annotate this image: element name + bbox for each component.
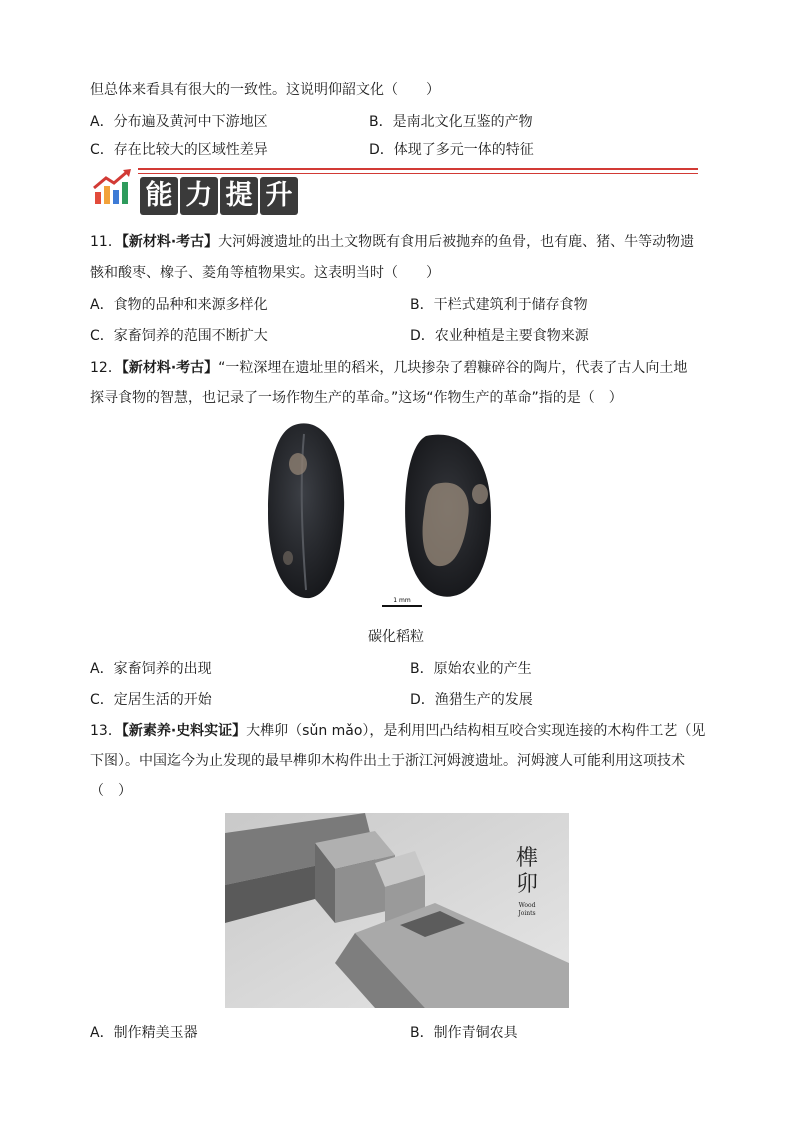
q13-stem-line1 bbox=[90, 721, 705, 741]
q11-stem-line2: 骸和酸枣、橡子、菱角等植物果实。这表明当时（ ） bbox=[90, 265, 440, 281]
image-subtitle-en1: Wood bbox=[518, 902, 536, 909]
image-title-char1: 榫 bbox=[515, 846, 539, 871]
image-subtitle-en2: Joints bbox=[518, 910, 536, 917]
scale-label: 1 mm bbox=[393, 597, 411, 604]
q11-option-b[interactable]: B．干栏式建筑利于储存食物 bbox=[410, 297, 588, 313]
q13-stem-line2: 下图）。中国迄今为止发现的最早榫卯木构件出土于浙江河姆渡遗址。河姆渡人可能利用这项技术 bbox=[90, 753, 685, 769]
q13-option-a[interactable]: A．制作精美玉器 bbox=[90, 1025, 198, 1041]
q13-tag: 【新素养·史料实证】 bbox=[121, 723, 247, 739]
q10-stem-tail: 但总体来看具有很大的一致性。这说明仰韶文化（ ） bbox=[90, 82, 440, 98]
section-divider-top bbox=[138, 168, 698, 170]
chart-growth-icon bbox=[92, 168, 136, 208]
q10-option-a[interactable]: A．分布遍及黄河中下游地区 bbox=[90, 114, 268, 130]
q11-number: 11． bbox=[90, 234, 122, 250]
section-title-char: 升 bbox=[260, 177, 298, 215]
q10-option-b[interactable]: B．是南北文化互鉴的产物 bbox=[369, 114, 533, 130]
q12-number: 12． bbox=[90, 360, 122, 376]
q12-option-a[interactable]: A．家畜饲养的出现 bbox=[90, 661, 212, 677]
q12-stem-line1 bbox=[90, 358, 687, 378]
carbonized-rice-photo bbox=[258, 418, 534, 616]
q13-stem-line3: （ ） bbox=[90, 783, 132, 799]
q11-option-a[interactable]: A．食物的品种和来源多样化 bbox=[90, 297, 268, 313]
q11-text: 大河姆渡遗址的出土文物既有食用后被抛弃的鱼骨，也有鹿、猪、牛等动物遗 bbox=[218, 234, 695, 250]
section-title-char: 能 bbox=[140, 177, 178, 215]
q10-option-d[interactable]: D．体现了多元一体的特征 bbox=[369, 142, 534, 158]
q12-text: “一粒深埋在遗址里的稻米，几块掺杂了碧糠碎谷的陶片，代表了古人向土地 bbox=[218, 360, 688, 376]
section-title bbox=[140, 177, 298, 215]
section-divider-bottom bbox=[138, 173, 698, 174]
q12-tag: 【新材料·考古】 bbox=[121, 360, 219, 376]
section-title-char: 力 bbox=[180, 177, 218, 215]
image-title-char2: 卯 bbox=[515, 872, 539, 897]
q11-tag: 【新材料·考古】 bbox=[121, 234, 219, 250]
section-title-char: 提 bbox=[220, 177, 258, 215]
q11-option-d[interactable]: D．农业种植是主要食物来源 bbox=[410, 328, 589, 344]
q11-option-c[interactable]: C．家畜饲养的范围不断扩大 bbox=[90, 328, 268, 344]
q12-option-d[interactable]: D．渔猎生产的发展 bbox=[410, 692, 533, 708]
q10-option-c[interactable]: C．存在比较大的区域性差异 bbox=[90, 142, 268, 158]
mortise-tenon-photo bbox=[225, 813, 569, 1008]
q12-option-c[interactable]: C．定居生活的开始 bbox=[90, 692, 212, 708]
photo-caption: 碳化稻粒 bbox=[368, 629, 424, 645]
q13-option-b[interactable]: B．制作青铜农具 bbox=[410, 1025, 518, 1041]
q13-number: 13． bbox=[90, 723, 122, 739]
q11-stem-line1 bbox=[90, 232, 694, 252]
q12-option-b[interactable]: B．原始农业的产生 bbox=[410, 661, 532, 677]
q13-text: 大榫卯（sǔn mǎo），是利用凹凸结构相互咬合实现连接的木构件工艺（见 bbox=[246, 723, 706, 739]
q12-stem-line2: 探寻食物的智慧，也记录了一场作物生产的革命。”这场“作物生产的革命”指的是（ ） bbox=[90, 390, 623, 406]
